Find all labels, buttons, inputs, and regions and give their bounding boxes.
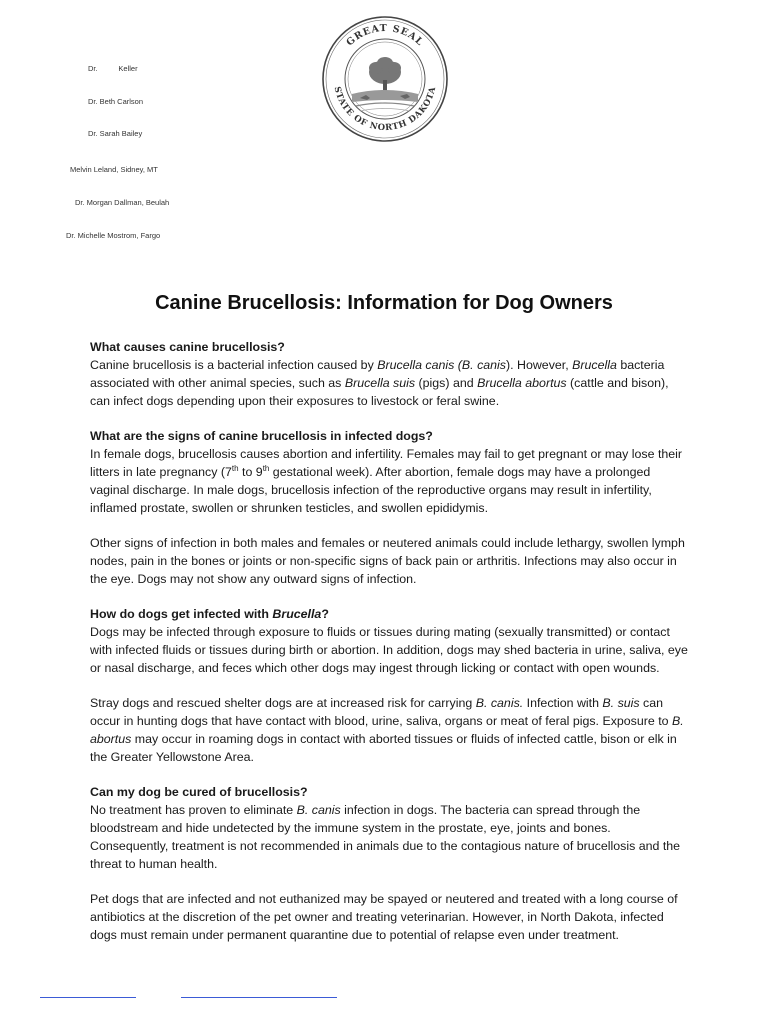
section-heading: How do dogs get infected with Brucella? [90, 607, 329, 621]
footer-link[interactable] [181, 997, 337, 998]
document-body [90, 338, 690, 961]
body-paragraph: Pet dogs that are infected and not euthanized may be spayed or neutered and treated with a long course of antibiotics at the discretion of the pet owner and treating veterinarian. However, in North Dakota, infected dogs must remain under permanent quarantine due to potential of relapse even under treatment. [90, 892, 678, 942]
body-paragraph: Stray dogs and rescued shelter dogs are at increased risk for carrying B. canis. Infection with B. suis can occur in hunting dogs that have contact with blood, urine, saliva, organs or meat of feral pigs. Exposure to B. abortus may occur in roaming dogs in contact with aborted tissues or fluids of infected cattle, bison or elk in the Greater Yellowstone Area. [90, 696, 684, 764]
contact-name: Melvin Leland, Sidney, MT [70, 165, 158, 174]
footer-link[interactable] [40, 997, 136, 998]
body-paragraph: In female dogs, brucellosis causes abortion and infertility. Females may fail to get pregnant or may lose their litters in late pregnancy (7th to 9th gestational week). After abortion, female dogs may have a prolonged vaginal discharge. In male dogs, brucellosis infection of the reproductive organs may result in infertility, inflamed prostate, swollen or shrunken testicles, and swollen epididymis. [90, 447, 683, 515]
contact-name: Dr. Michelle Mostrom, Fargo [66, 231, 161, 240]
section-treatment [90, 783, 690, 944]
section-heading: What causes canine brucellosis? [90, 340, 285, 354]
body-paragraph: Canine brucellosis is a bacterial infection caused by Brucella canis (B. canis). However, Brucella bacteria associated with other animal species, such as Brucella suis (pigs) and Brucella abortus (cattle and bison), can infect dogs depending upon their exposures to livestock or feral swine. [90, 358, 669, 408]
body-paragraph: No treatment has proven to eliminate B. canis infection in dogs. The bacteria can spread through the bloodstream and hide undetected by the immune system in the prostate, eye, joints and bones. Consequently, treatment is not recommended in animals due to the contagious nature of brucellosis and the threat to human health. [90, 803, 681, 871]
section-signs [90, 427, 690, 588]
section-heading: What are the signs of canine brucellosis in infected dogs? [90, 429, 433, 443]
section-heading: Can my dog be cured of brucellosis? [90, 785, 308, 799]
north-dakota-seal [320, 14, 450, 144]
contact-name: Dr. Morgan Dallman, Beulah [75, 198, 170, 207]
svg-text:GREAT SEAL: GREAT SEAL [344, 22, 426, 49]
body-paragraph: Other signs of infection in both males and females or neutered animals could include lethargy, swollen lymph nodes, pain in the bones or joints or non-specific signs of back pain or arthritis. Infections may also occur in the eye. Dogs may not show any outward signs of infection. [90, 536, 685, 586]
contact-name: Dr. Beth Carlson [88, 97, 144, 106]
document-title: Canine Brucellosis: Information for Dog Owners [155, 292, 613, 314]
svg-text:STATE OF NORTH DAKOTA: STATE OF NORTH DAKOTA [331, 85, 439, 134]
footer-links [0, 990, 768, 1010]
body-paragraph: Dogs may be infected through exposure to fluids or tissues during mating (sexually transmitted) or contact with infected fluids or tissues during birth or abortion. In addition, dogs may shed bacteria in urine, saliva, eye or nasal discharge, and feces which other dogs may ingest through licking or contact with open wounds. [90, 625, 688, 675]
contact-name: Dr. Sarah Bailey [88, 129, 143, 138]
section-causes [90, 338, 690, 410]
contact-name: Dr. Keller [88, 64, 138, 73]
section-transmission [90, 605, 690, 766]
contact-list [0, 0, 300, 260]
